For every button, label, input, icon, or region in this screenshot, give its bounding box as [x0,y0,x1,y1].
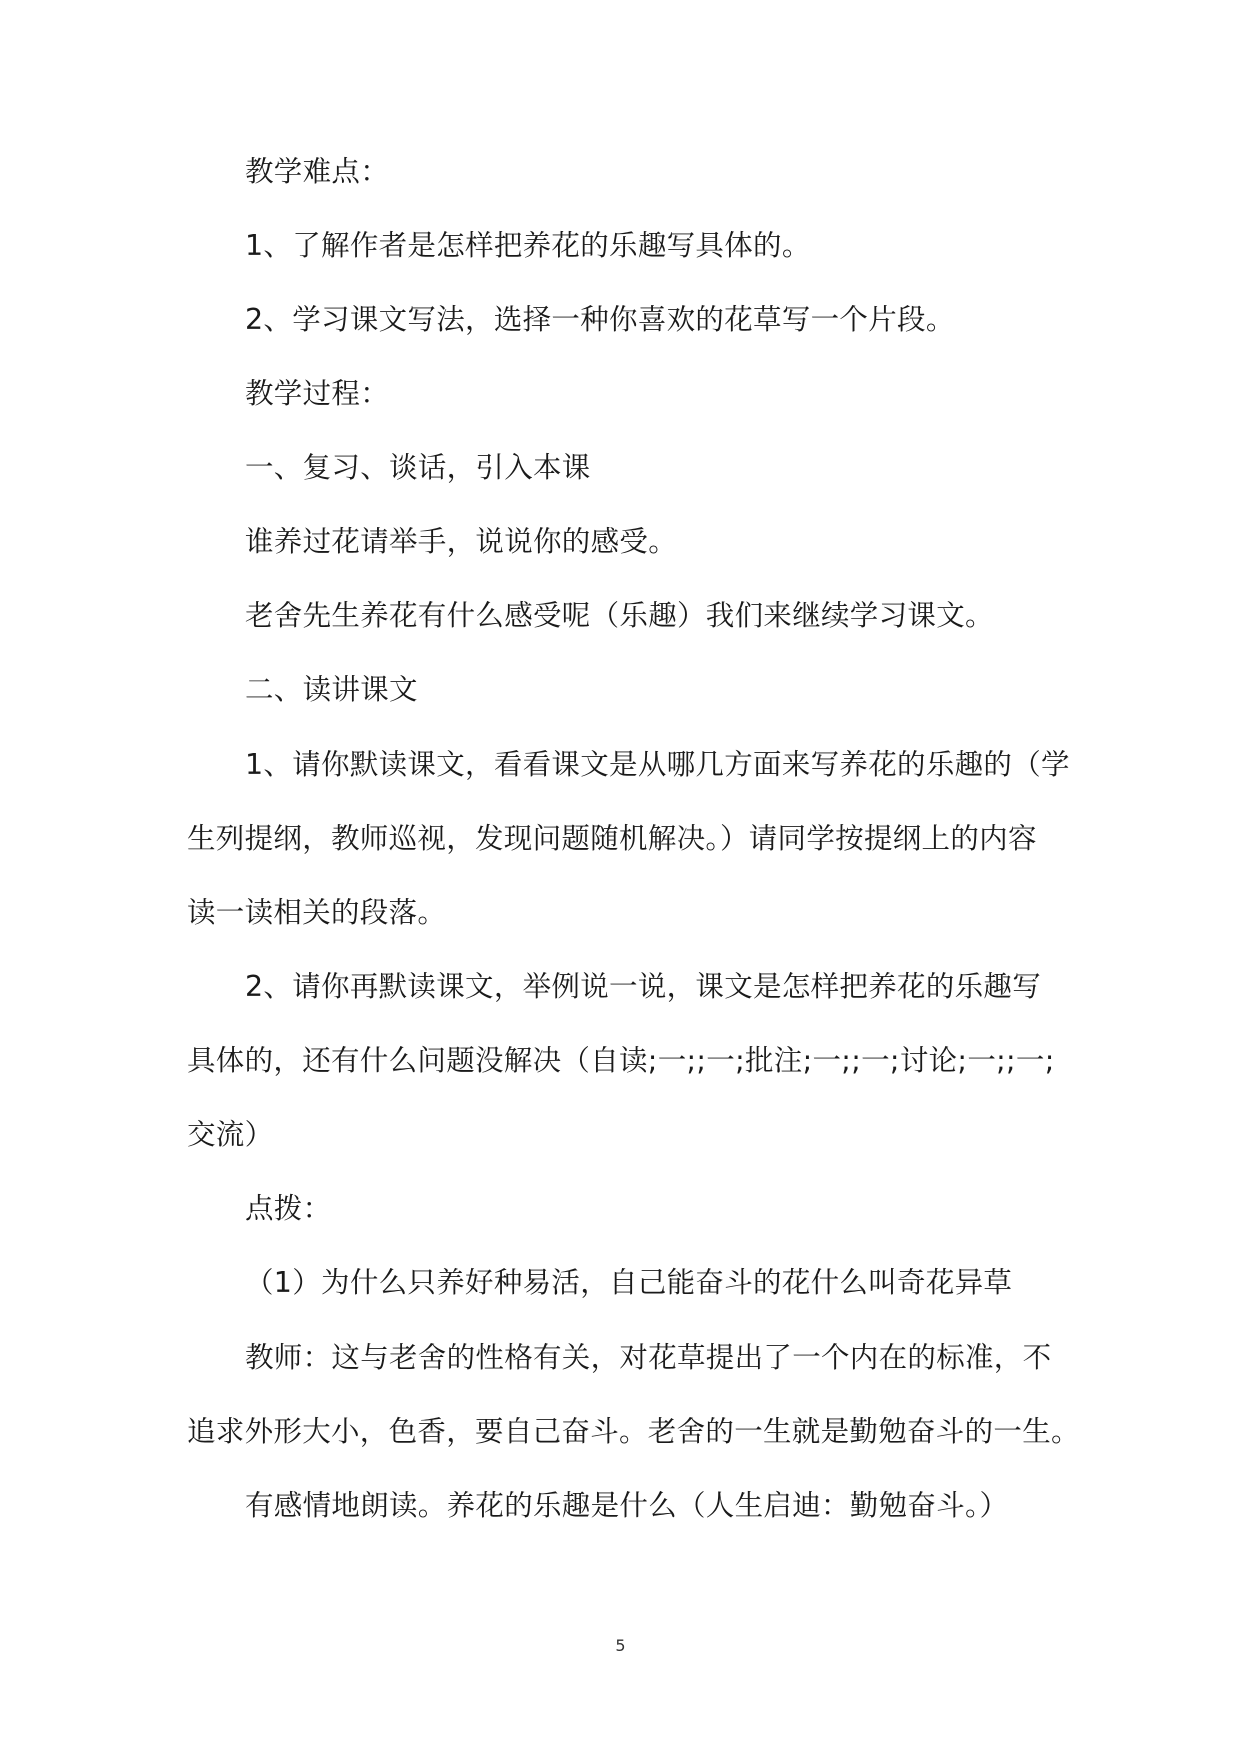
difficulty-item-1: 1、了解作者是怎样把养花的乐趣写具体的。 [245,229,811,262]
paragraph-text: 追求外形大小，色香，要自己奋斗。老舍的一生就是勤勉奋斗的一生。 [187,1415,1080,1448]
paragraph-text: 交流） [187,1118,274,1151]
page-number: 5 [615,1636,626,1655]
heading-teaching-process: 教学过程： [245,377,390,410]
paragraph-text: 教师：这与老舍的性格有关，对花草提出了一个内在的标准，不 [245,1341,1052,1374]
section-one-heading: 一、复习、谈话，引入本课 [245,451,591,484]
heading-guidance: 点拨： [245,1192,332,1225]
paragraph-text: 有感情地朗读。养花的乐趣是什么（人生启迪：勤勉奋斗。） [245,1489,1009,1522]
guidance-item-1: （1）为什么只养好种易活，自己能奋斗的花什么叫奇花异草 [245,1266,1013,1299]
paragraph-text: 老舍先生养花有什么感受呢（乐趣）我们来继续学习课文。 [245,599,994,632]
paragraph-text: 2、请你再默读课文，举例说一说，课文是怎样把养花的乐趣写 [245,970,1042,1003]
paragraph-text: 1、请你默读课文，看看课文是从哪几方面来写养花的乐趣的（学 [245,748,1070,781]
section-two-heading: 二、读讲课文 [245,673,418,706]
paragraph-text: 谁养过花请举手，说说你的感受。 [245,525,678,558]
difficulty-item-2: 2、学习课文写法，选择一种你喜欢的花草写一个片段。 [245,303,955,336]
heading-teaching-difficulties: 教学难点： [245,155,390,188]
paragraph-text: 读一读相关的段落。 [187,896,447,929]
paragraph-text: 生列提纲，教师巡视，发现问题随机解决。）请同学按提纲上的内容 [187,822,1037,855]
paragraph-text: 具体的，还有什么问题没解决（自读;一;;一;批注;一;;一;讨论;一;;一; [187,1044,1055,1077]
